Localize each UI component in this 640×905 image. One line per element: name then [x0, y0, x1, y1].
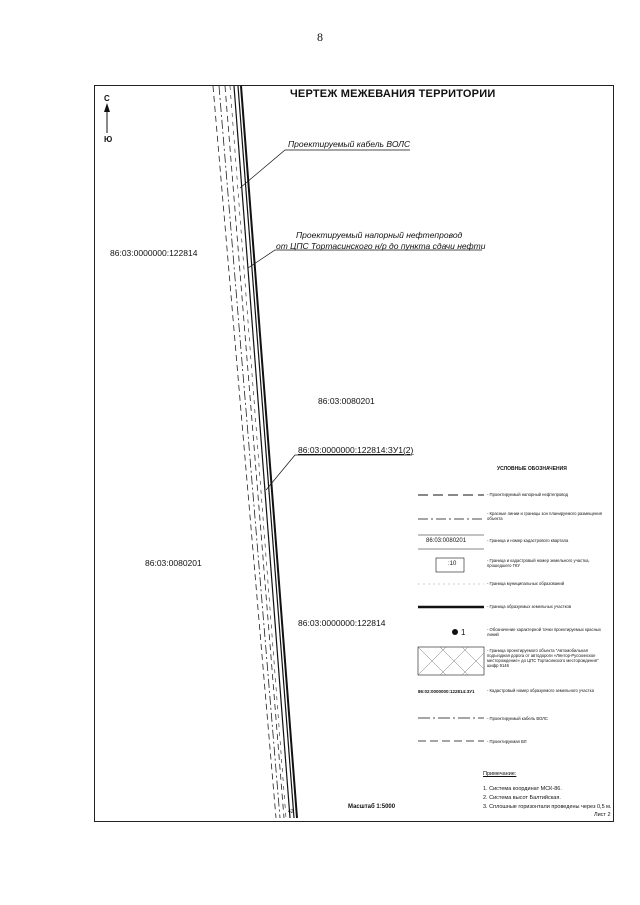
north-label: С [104, 94, 110, 103]
vl-line [225, 86, 284, 818]
legend-desc-pipeline: - Проектируемый напорный нефтепровод [487, 492, 569, 497]
point-number-42: 42 [288, 809, 294, 815]
note-line-3: 3. Сплошные горизонтали проведены через 0,5 м. [483, 804, 612, 810]
notes-heading: Примечание: [483, 771, 517, 777]
leader-zu [266, 455, 412, 490]
legend-desc-vl: - Проектируемая ВЛ [487, 739, 527, 744]
legend-point-sample: 1 [461, 628, 466, 637]
legend-sample-point-icon [452, 629, 458, 635]
zone-dash [230, 86, 286, 818]
legend-desc-redline: - Красные линии и границы зон планируемого размещения объекта [487, 511, 602, 521]
label-pipeline-1: Проектируемый напорный нефтепровод [296, 230, 463, 240]
cad-number-left-top: 86:03:0000000:122814 [110, 248, 198, 258]
pipeline-line-a [234, 86, 290, 818]
legend-parcel-sample: :10 [448, 561, 457, 567]
south-label: Ю [104, 135, 113, 144]
pipeline-line-b [238, 86, 294, 818]
page-number: 8 [317, 30, 323, 44]
legend-zu-sample: 86:02:0000000:122814:ЗУ1 [418, 689, 475, 694]
sheet-number: Лист 2 [594, 812, 611, 818]
leader-cable [240, 150, 410, 188]
cad-quarter-left: 86:03:0080201 [145, 558, 202, 568]
legend-sample-hatch-area [418, 647, 484, 675]
parcel-boundary-line [241, 86, 297, 818]
legend-desc-parcel: - Граница и кадастровый номер земельного участка, прошедшего ГКУ [487, 558, 590, 568]
cad-zu-label: 86:03:0000000:122814:ЗУ1(2) [298, 445, 414, 455]
label-cable-vols: Проектируемый кабель ВОЛС [288, 139, 411, 149]
cad-quarter-right: 86:03:0080201 [318, 396, 375, 406]
scale-label: Масштаб 1:5000 [348, 804, 396, 810]
legend-quarter-sample: 86:03:0080201 [426, 538, 467, 544]
cad-number-bottom-right: 86:03:0000000:122814 [298, 618, 386, 628]
legend-desc-object: - Граница проектируемого объекта "Автомобильная подъездная дорога от автодороги «Лянтор-Русскинское месторождение» до ЦПС Тортасинского месторождения" шифр 9146 [487, 648, 599, 668]
legend-desc-new-parcel: - Граница образуемых земельных участков [487, 604, 572, 609]
drawing-title: ЧЕРТЕЖ МЕЖЕВАНИЯ ТЕРРИТОРИИ [290, 88, 496, 100]
note-line-1: 1. Система координат МСК-86. [483, 786, 562, 792]
note-line-2: 2. Система высот Балтийская. [483, 795, 561, 801]
legend-desc-point: - Обозначение характерной точки проектируемых красных линий [487, 627, 602, 637]
label-pipeline-2: от ЦПС Тортасинского н/р до пункта сдачи нефти [276, 241, 486, 251]
legend-desc-zu: - Кадастровый номер образуемого земельного участка [487, 688, 594, 693]
legend-title: УСЛОВНЫЕ ОБОЗНАЧЕНИЯ [497, 466, 567, 472]
leader-pipeline [248, 250, 482, 268]
legend-desc-cable: - Проектируемый кабель ВОЛС [487, 716, 548, 721]
notes-block [483, 770, 611, 812]
legend-desc-quarter: - Граница и номер кадастрового квартала [487, 538, 569, 543]
legend-desc-municipal: - Граница муниципальных образований [487, 581, 565, 586]
north-arrow-icon [104, 103, 110, 133]
